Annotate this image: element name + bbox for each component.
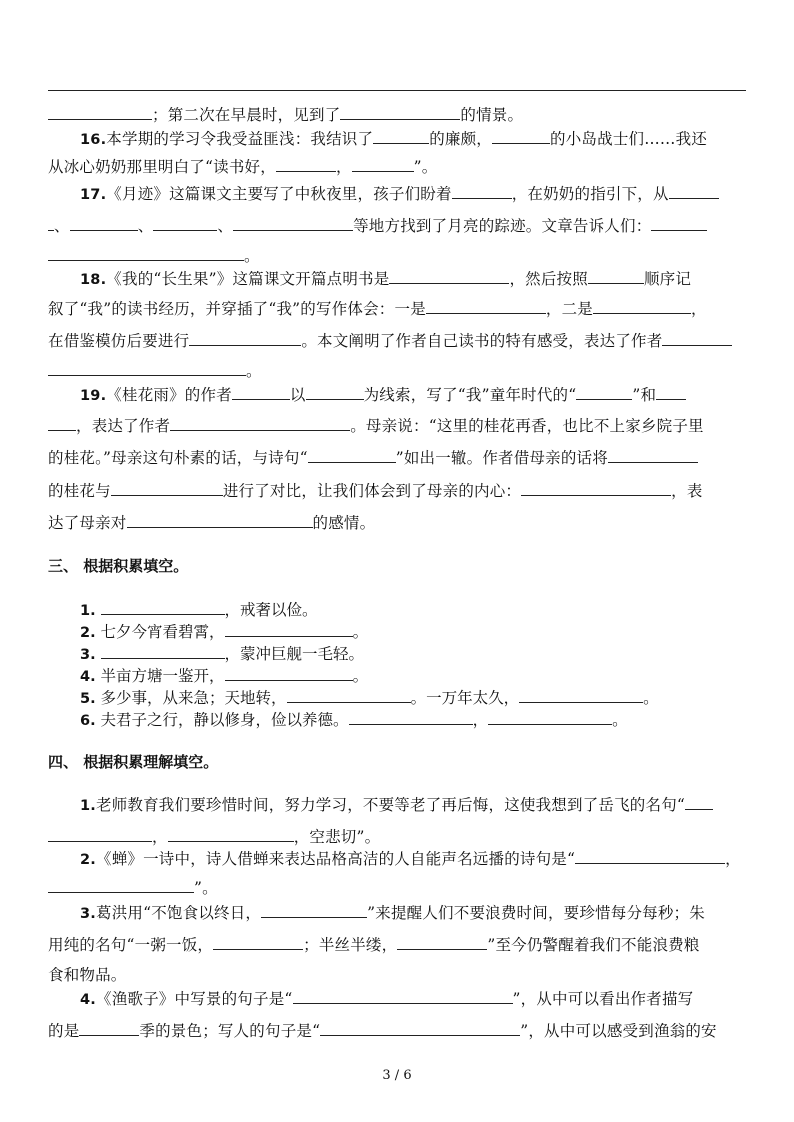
section-3-item-2: 2. 七夕今宵看碧霄， 。 (80, 623, 369, 641)
answer-blank[interactable] (101, 643, 225, 659)
q18-line-1: 18.《我的“长生果”》这篇课文开篇点明书是 ，然后按照 顺序记 (80, 270, 692, 288)
answer-blank[interactable] (519, 687, 643, 703)
answer-blank[interactable] (662, 330, 732, 346)
q15-tail-line: ；第二次在早晨时，见到了 的情景。 (48, 104, 746, 125)
q19-line-5: 达了母亲对 的感情。 (48, 514, 376, 532)
answer-blank[interactable] (213, 934, 303, 950)
answer-blank[interactable] (111, 480, 223, 496)
answer-blank[interactable] (48, 826, 152, 842)
answer-blank[interactable] (389, 268, 509, 284)
answer-blank[interactable] (48, 245, 244, 261)
answer-blank[interactable] (48, 360, 246, 376)
answer-blank[interactable] (340, 104, 460, 120)
answer-blank[interactable] (397, 934, 487, 950)
header-rule (48, 90, 746, 91)
answer-blank[interactable] (488, 709, 612, 725)
q18-line-2: 叙了“我”的读书经历，并穿插了“我”的写作体会：一是 ，二是 ， (48, 300, 707, 318)
section-3-heading: 三、 根据积累填空。 (48, 557, 189, 575)
section-3-item-3: 3. ，蒙冲巨舰一毛轻。 (80, 645, 365, 663)
q17-line-3: 。 (48, 245, 746, 266)
s4-q3-line-1: 3.葛洪用“不饱食以终日， ”来提醒人们不要浪费时间，要珍惜每分每秒；朱 (80, 904, 705, 922)
answer-blank[interactable] (287, 687, 411, 703)
s4-q1-line-2: ， ，空悲切”。 (48, 826, 746, 847)
answer-blank[interactable] (575, 848, 725, 864)
question-number: 17. (80, 187, 107, 203)
question-number: 2. (80, 852, 96, 868)
answer-blank[interactable] (127, 512, 313, 528)
section-3-item-6: 6. 夫君子之行，静以修身，俭以养德。 ， 。 (80, 711, 628, 729)
answer-blank[interactable] (608, 447, 698, 463)
q19-line-3: 的桂花。”母亲这句朴素的话，与诗句“ ”如出一辙。作者借母亲的话将 (48, 447, 746, 468)
question-number: 19. (80, 388, 107, 404)
q17-line-1: 17.《月迹》这篇课文主要写了中秋夜里，孩子们盼着 ，在奶奶的指引下，从 (48, 183, 746, 205)
answer-blank[interactable] (521, 480, 671, 496)
section-3-item-4: 4. 半亩方塘一鉴开， 。 (80, 667, 369, 685)
answer-blank[interactable] (426, 298, 546, 314)
page-number: 3 / 6 (382, 1068, 412, 1083)
s4-q2-line-1: 2.《蝉》一诗中，诗人借蝉来表达品格高洁的人自能声名远播的诗句是“ ， (80, 850, 741, 868)
answer-blank[interactable] (225, 621, 353, 637)
answer-blank[interactable] (261, 902, 367, 918)
answer-blank[interactable] (669, 183, 719, 199)
question-number: 1. (80, 798, 96, 814)
answer-blank[interactable] (320, 1020, 520, 1036)
answer-blank[interactable] (232, 384, 290, 400)
q16-line-2: 从冰心奶奶那里明白了“读书好， ， ”。 (48, 158, 438, 176)
q19-line-4: 的桂花与 进行了对比，让我们体会到了母亲的内心： ，表 (48, 482, 703, 500)
s4-q3-line-3: 食和物品。 (48, 966, 127, 984)
question-number: 4. (80, 992, 96, 1008)
s4-q4-line-2: 的是 季的景色；写人的句子是“ ”，从中可以感受到渔翁的安 (48, 1022, 717, 1040)
answer-blank[interactable] (588, 268, 644, 284)
q18-line-3: 在借鉴模仿后要进行 。本文阐明了作者自己读书的特有感受，表达了作者 (48, 330, 746, 351)
answer-blank[interactable] (170, 415, 350, 431)
q17-line-2: 、 、 、 等地方找到了月亮的踪迹。文章告诉人们： (48, 215, 746, 236)
answer-blank[interactable] (651, 215, 707, 231)
s4-q4-line-1: 4.《渔歌子》中写景的句子是“ ”，从中可以看出作者描写 (80, 990, 694, 1008)
s4-q2-line-2: ”。 (48, 877, 746, 898)
s4-q3-line-2: 用纯的名句“一粥一饭， ；半丝半缕， ”至今仍警醒着我们不能浪费粮 (48, 936, 700, 954)
answer-blank[interactable] (492, 128, 550, 144)
answer-blank[interactable] (101, 599, 225, 615)
answer-blank[interactable] (656, 384, 686, 400)
answer-blank[interactable] (225, 665, 353, 681)
answer-blank[interactable] (452, 183, 512, 199)
section-3-item-1: 1. ，戒奢以俭。 (80, 601, 318, 619)
question-number: 18. (80, 272, 107, 288)
answer-blank[interactable] (79, 1020, 139, 1036)
section-4-heading: 四、 根据积累理解填空。 (48, 753, 219, 771)
s4-q1-line-1: 1.老师教育我们要珍惜时间，努力学习，不要等老了再后悔，这使我想到了岳飞的名句“ (48, 794, 746, 816)
answer-blank[interactable] (153, 215, 217, 231)
answer-blank[interactable] (70, 215, 138, 231)
answer-blank[interactable] (293, 988, 513, 1004)
answer-blank[interactable] (308, 447, 396, 463)
answer-blank[interactable] (685, 794, 713, 810)
answer-blank[interactable] (576, 384, 632, 400)
answer-blank[interactable] (48, 415, 76, 431)
answer-blank[interactable] (276, 156, 336, 172)
answer-blank[interactable] (373, 128, 429, 144)
q18-line-4: 。 (48, 360, 746, 381)
answer-blank[interactable] (48, 104, 152, 120)
answer-blank[interactable] (189, 330, 301, 346)
answer-blank[interactable] (306, 384, 364, 400)
q19-line-2: ，表达了作者 。母亲说：“这里的桂花再香，也比不上家乡院子里 (48, 415, 746, 436)
answer-blank[interactable] (168, 826, 294, 842)
q16-line-1: 16.本学期的学习令我受益匪浅：我结识了 的廉颇， 的小岛战士们……我还 (80, 130, 708, 148)
question-number: 3. (80, 906, 96, 922)
section-3-item-5: 5. 多少事，从来急；天地转， 。一万年太久， 。 (80, 689, 659, 707)
answer-blank[interactable] (349, 709, 473, 725)
answer-blank[interactable] (48, 877, 194, 893)
q19-line-1: 19.《桂花雨》的作者 以 为线索，写了“我”童年时代的“ ”和 (48, 384, 746, 406)
answer-blank[interactable] (352, 156, 414, 172)
answer-blank[interactable] (593, 298, 691, 314)
answer-blank[interactable] (233, 215, 353, 231)
question-number: 16. (80, 132, 107, 148)
